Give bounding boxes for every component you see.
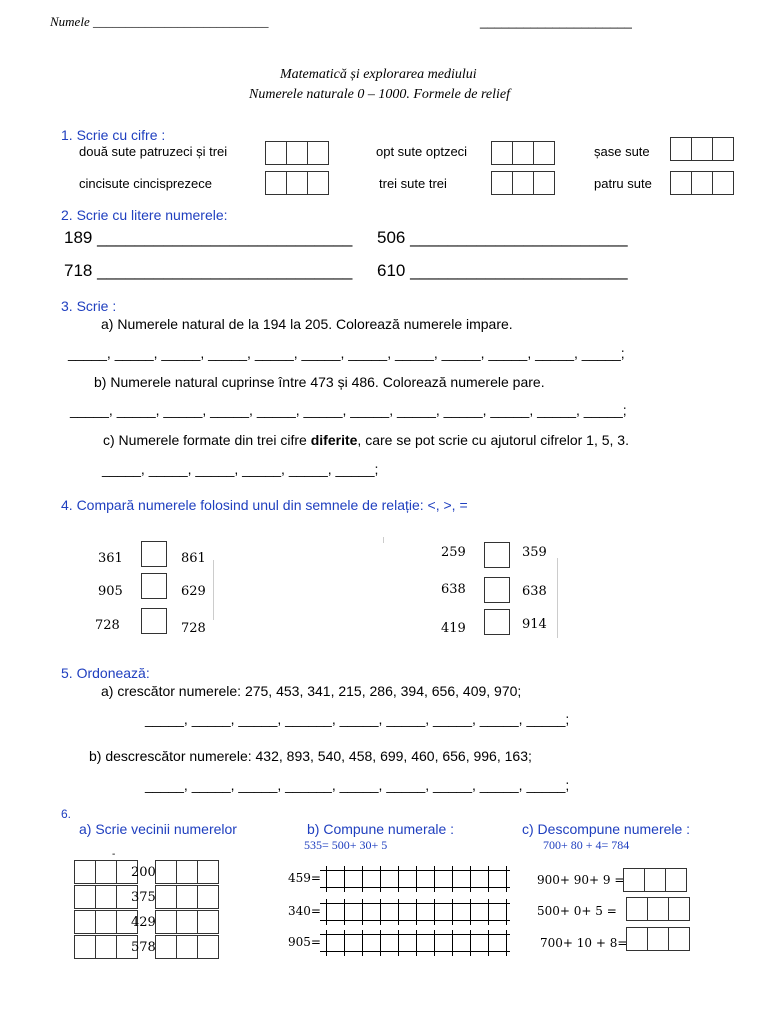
compare-box[interactable]: [141, 541, 167, 567]
ex1-answer-box[interactable]: [265, 141, 329, 165]
ex1-item: opt sute optzeci: [376, 144, 468, 159]
ex1-answer-box[interactable]: [491, 141, 555, 165]
ex3-b-blanks[interactable]: _____, _____, _____, _____, _____, _____, _____, _____, _____, _____, _____, _____;: [70, 402, 627, 418]
compose-grid[interactable]: [320, 903, 510, 921]
compare-number: 419: [441, 621, 466, 636]
decompose-answer-box[interactable]: [626, 897, 690, 921]
ex2-row: 506 _______________________: [377, 228, 628, 247]
compare-number: 905: [98, 584, 123, 599]
neighbor-number: 429: [131, 915, 156, 930]
ex1-item: șase sute: [594, 144, 650, 159]
ex5-b: b) descrescător numerele: 432, 893, 540, 458, 699, 460, 656, 996, 163;: [89, 748, 532, 764]
ex3-c: c) Numerele formate din trei cifre diferite, care se pot scrie cu ajutorul cifrelor 1, 5, 3.: [103, 432, 629, 448]
compose-grid[interactable]: [320, 934, 510, 952]
compare-box[interactable]: [484, 609, 510, 635]
ex1-item: două sute patruzeci și trei: [79, 144, 228, 159]
compare-number: 861: [181, 551, 206, 566]
neighbor-number: 578: [131, 940, 156, 955]
ex2-row: 610 _______________________: [377, 261, 628, 280]
ex5-label: 5. Ordonează:: [61, 665, 150, 681]
compare-number: 728: [181, 621, 206, 636]
ex2-row: 718 ___________________________: [64, 261, 353, 280]
ex3-a-blanks[interactable]: _____, _____, _____, _____, _____, _____, _____, _____, _____, _____, _____, _____;: [68, 345, 625, 361]
worksheet-subtitle: Numerele naturale 0 – 1000. Formele de relief: [249, 87, 511, 102]
ex3-label: 3. Scrie :: [61, 298, 117, 314]
dash-mark: -: [112, 849, 116, 860]
ex3-b: b) Numerele natural cuprinse între 473 și 486. Colorează numerele pare.: [94, 374, 545, 390]
compare-number: 914: [522, 617, 547, 632]
decompose-answer-box[interactable]: [623, 868, 687, 892]
compare-box[interactable]: [484, 542, 510, 568]
compose-number: 459=: [288, 871, 321, 885]
neighbor-left-box[interactable]: [74, 935, 138, 959]
compare-box[interactable]: [141, 573, 167, 599]
ex1-answer-box[interactable]: [670, 137, 734, 161]
ex6-c-title: c) Descompune numerele :: [522, 821, 691, 837]
neighbor-right-box[interactable]: [155, 910, 219, 934]
neighbor-right-box[interactable]: [155, 935, 219, 959]
ex4-label: 4. Compară numerele folosind unul din semnele de relație: <, >, =: [61, 497, 468, 513]
neighbor-number: 375: [131, 890, 156, 905]
ex1-item: trei sute trei: [379, 176, 447, 191]
ex3-c-blanks[interactable]: _____, _____, _____, _____, _____, _____;: [102, 461, 379, 477]
name-line-right[interactable]: _____________________: [480, 14, 632, 29]
compose-number: 340=: [288, 904, 321, 918]
compare-number: 359: [522, 545, 547, 560]
ex6-a-title: a) Scrie vecinii numerelor: [79, 821, 237, 837]
ex1-item: cincisute cincisprezece: [79, 176, 212, 191]
compare-box[interactable]: [484, 577, 510, 603]
neighbor-number: 200: [131, 865, 156, 880]
ex5-a-blanks[interactable]: _____, _____, _____, ______, _____, _____, _____, _____, _____;: [145, 711, 570, 727]
neighbor-right-box[interactable]: [155, 885, 219, 909]
decompose-expression: 500+ 0+ 5 =: [537, 904, 617, 918]
divider: [383, 537, 384, 543]
decompose-expression: 900+ 90+ 9 =: [537, 873, 625, 887]
compare-number: 638: [441, 582, 466, 597]
compare-number: 629: [181, 584, 206, 599]
ex6-b-title: b) Compune numerale :: [307, 821, 455, 837]
compare-number: 728: [95, 618, 120, 633]
ex2-label: 2. Scrie cu litere numerele:: [61, 207, 228, 223]
ex3-a: a) Numerele natural de la 194 la 205. Colorează numerele impare.: [101, 316, 513, 332]
ex6-label: 6.: [61, 807, 72, 821]
decompose-answer-box[interactable]: [626, 927, 690, 951]
neighbor-left-box[interactable]: [74, 860, 138, 884]
compose-grid[interactable]: [320, 870, 510, 888]
compare-number: 259: [441, 545, 466, 560]
compare-number: 638: [522, 584, 547, 599]
divider: [557, 558, 558, 638]
compose-number: 905=: [288, 935, 321, 949]
ex6-b-example: 535= 500+ 30+ 5: [304, 838, 388, 852]
ex5-b-blanks[interactable]: _____, _____, _____, ______, _____, _____, _____, _____, _____;: [145, 777, 570, 793]
decompose-expression: 700+ 10 + 8=: [540, 936, 628, 950]
neighbor-right-box[interactable]: [155, 860, 219, 884]
ex1-answer-box[interactable]: [670, 171, 734, 195]
neighbor-left-box[interactable]: [74, 885, 138, 909]
ex1-answer-box[interactable]: [491, 171, 555, 195]
ex1-label: 1. Scrie cu cifre :: [61, 127, 166, 143]
ex2-row: 189 ___________________________: [64, 228, 353, 247]
name-label: Numele ___________________________: [50, 14, 269, 29]
ex1-item: patru sute: [594, 176, 652, 191]
divider: [213, 560, 214, 620]
ex5-a: a) crescător numerele: 275, 453, 341, 215, 286, 394, 656, 409, 970;: [101, 683, 522, 699]
neighbor-left-box[interactable]: [74, 910, 138, 934]
compare-box[interactable]: [141, 608, 167, 634]
worksheet-title: Matematică și explorarea mediului: [280, 67, 477, 82]
compare-number: 361: [98, 551, 123, 566]
ex1-answer-box[interactable]: [265, 171, 329, 195]
ex6-c-example: 700+ 80 + 4= 784: [543, 838, 630, 852]
